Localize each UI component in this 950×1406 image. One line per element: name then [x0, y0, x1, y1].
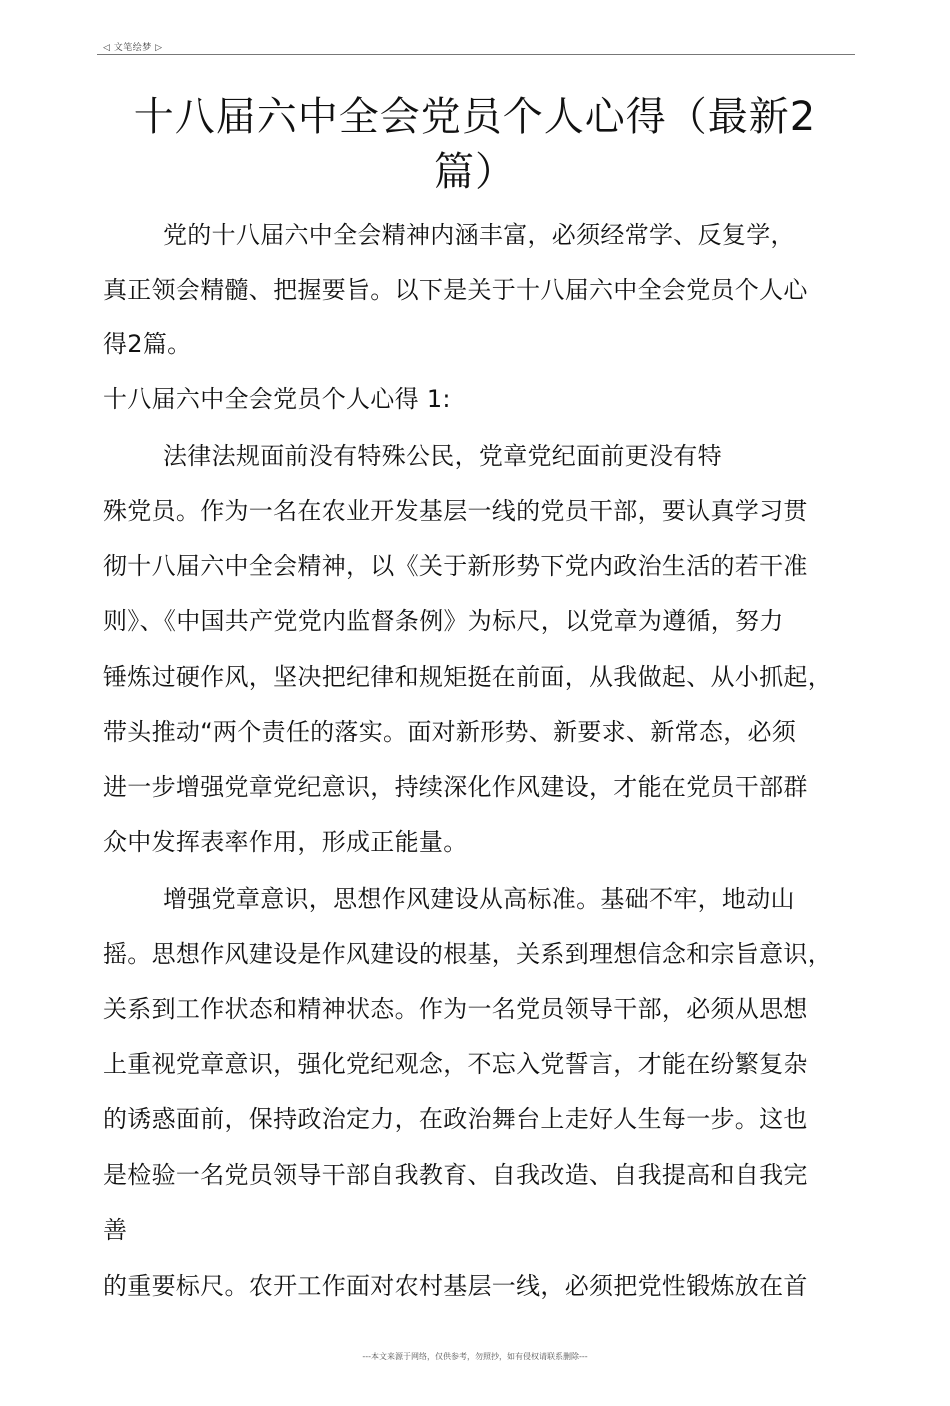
- body-line: 真正领会精髓、把握要旨。以下是关于十八届六中全会党员个人心: [103, 276, 808, 304]
- body-line: 上重视党章意识，强化党纪观念，不忘入党誓言，才能在纷繁复杂: [103, 1050, 808, 1078]
- section-heading: 十八届六中全会党员个人心得 1:: [103, 385, 451, 413]
- body-line: 党的十八届六中全会精神内涵丰富，必须经常学、反复学，: [163, 221, 795, 249]
- body-line: 的诱惑面前，保持政治定力，在政治舞台上走好人生每一步。这也: [103, 1105, 808, 1133]
- body-line: 是检验一名党员领导干部自我教育、自我改造、自我提高和自我完: [103, 1161, 808, 1189]
- body-line: 得2篇。: [103, 330, 192, 358]
- body-line: 殊党员。作为一名在农业开发基层一线的党员干部，要认真学习贯: [103, 497, 808, 525]
- body-line: 的重要标尺。农开工作面对农村基层一线，必须把党性锻炼放在首: [103, 1272, 808, 1300]
- body-line: 锤炼过硬作风，坚决把纪律和规矩挺在前面，从我做起、从小抓起，: [103, 663, 832, 691]
- body-line: 法律法规面前没有特殊公民，党章党纪面前更没有特: [163, 442, 722, 470]
- document-title: [60, 90, 890, 200]
- title-line-2: 篇）: [434, 149, 516, 195]
- body-line: 增强党章意识，思想作风建设从高标准。基础不牢，地动山: [163, 885, 795, 913]
- body-line: 众中发挥表率作用，形成正能量。: [103, 828, 468, 856]
- title-line-1: 十八届六中全会党员个人心得（最新2: [133, 94, 817, 140]
- page-footer: ---本文来源于网络，仅供参考，勿照抄，如有侵权请联系删除---: [362, 1352, 588, 1361]
- body-line: 彻十八届六中全会精神，以《关于新形势下党内政治生活的若干准: [103, 552, 808, 580]
- header-divider: [97, 54, 855, 55]
- body-line: 带头推动“两个责任的落实。面对新形势、新要求、新常态，必须: [103, 718, 797, 746]
- body-line: 进一步增强党章党纪意识，持续深化作风建设，才能在党员干部群: [103, 773, 808, 801]
- body-line: 摇。思想作风建设是作风建设的根基，关系到理想信念和宗旨意识，: [103, 940, 832, 968]
- body-line: 关系到工作状态和精神状态。作为一名党员领导干部，必须从思想: [103, 995, 808, 1023]
- body-line: 则》、《中国共产党党内监督条例》为标尺，以党章为遵循，努力: [103, 607, 784, 635]
- body-line: 善: [103, 1216, 128, 1244]
- page-header: ◁ 文笔绘梦 ▷: [103, 43, 163, 53]
